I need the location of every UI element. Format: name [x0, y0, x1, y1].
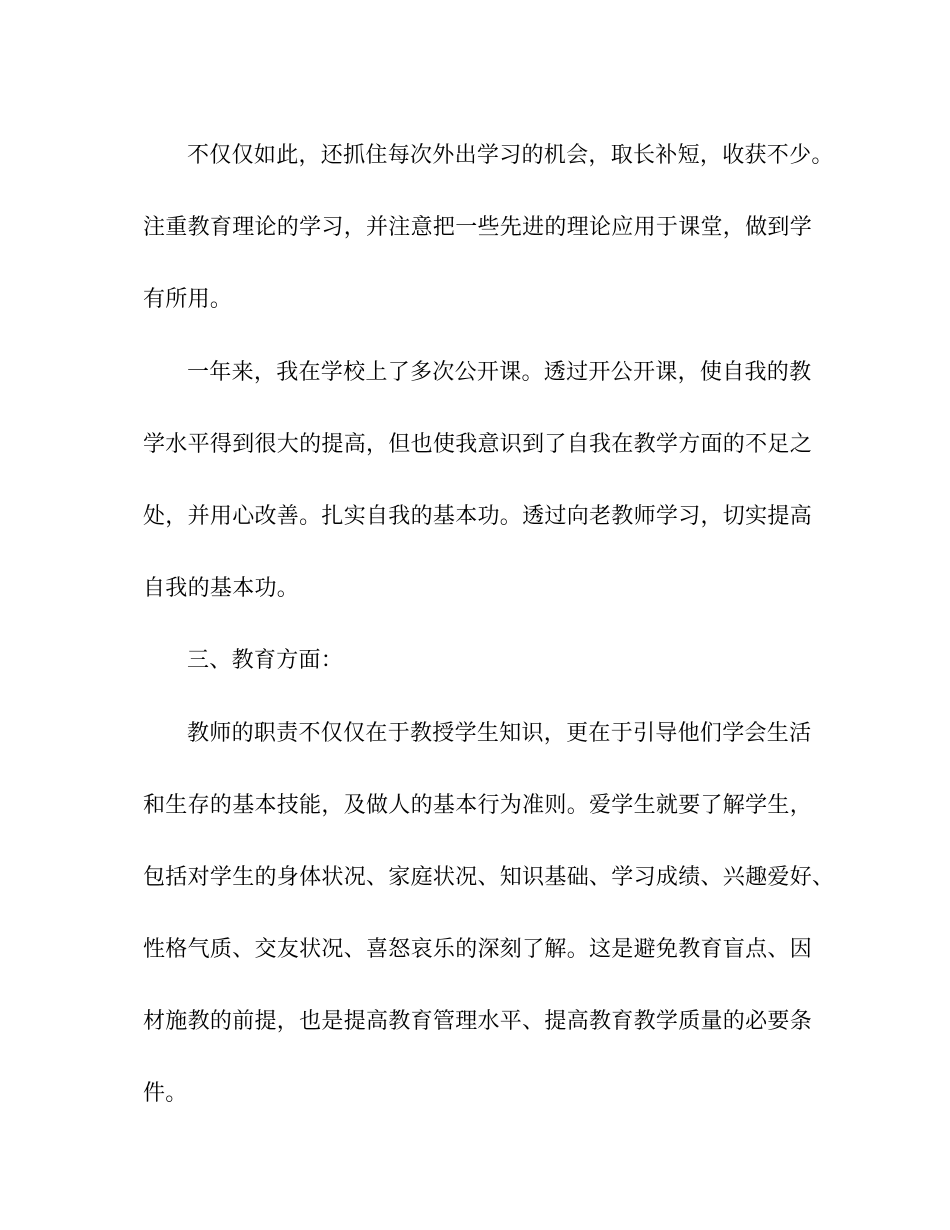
text-line: 不仅仅如此，还抓住每次外出学习的机会，取长补短，收获不少。 — [187, 143, 834, 168]
text-line: 注重教育理论的学习，并注意把一些先进的理论应用于课堂，做到学 — [143, 215, 813, 241]
text-line: 有所用。 — [143, 287, 233, 313]
text-line: 一年来，我在学校上了多次公开课。透过开公开课，使自我的教 — [187, 359, 812, 385]
text-line: 包括对学生的身体状况、家庭状况、知识基础、学习成绩、兴趣爱好、 — [143, 864, 835, 890]
paragraph-6 — [143, 698, 812, 770]
text-line: 自我的基本功。 — [143, 576, 300, 602]
paragraph-1 — [143, 120, 834, 192]
paragraph-4 — [143, 409, 813, 626]
document-body — [143, 120, 835, 1131]
text-line: 件。 — [143, 1081, 188, 1107]
text-line: 处，并用心改善。扎实自我的基本功。透过向老教师学习，切实提高 — [143, 503, 813, 529]
paragraph-3 — [143, 337, 812, 409]
paragraph-2 — [143, 192, 813, 336]
text-line: 学水平得到很大的提高，但也使我意识到了自我在教学方面的不足之 — [143, 431, 813, 457]
heading-line: 三、教育方面： — [187, 648, 344, 674]
text-line: 教师的职责不仅仅在于教授学生知识，更在于引导他们学会生活 — [187, 720, 812, 746]
text-line: 和生存的基本技能，及做人的基本行为准则。爱学生就要了解学生， — [143, 792, 813, 818]
paragraph-7 — [143, 770, 835, 1131]
section-heading-education — [143, 625, 808, 697]
text-line: 性格气质、交友状况、喜怒哀乐的深刻了解。这是避免教育盲点、因 — [143, 937, 813, 963]
text-line: 材施教的前提，也是提高教育管理水平、提高教育教学质量的必要条 — [143, 1009, 813, 1035]
